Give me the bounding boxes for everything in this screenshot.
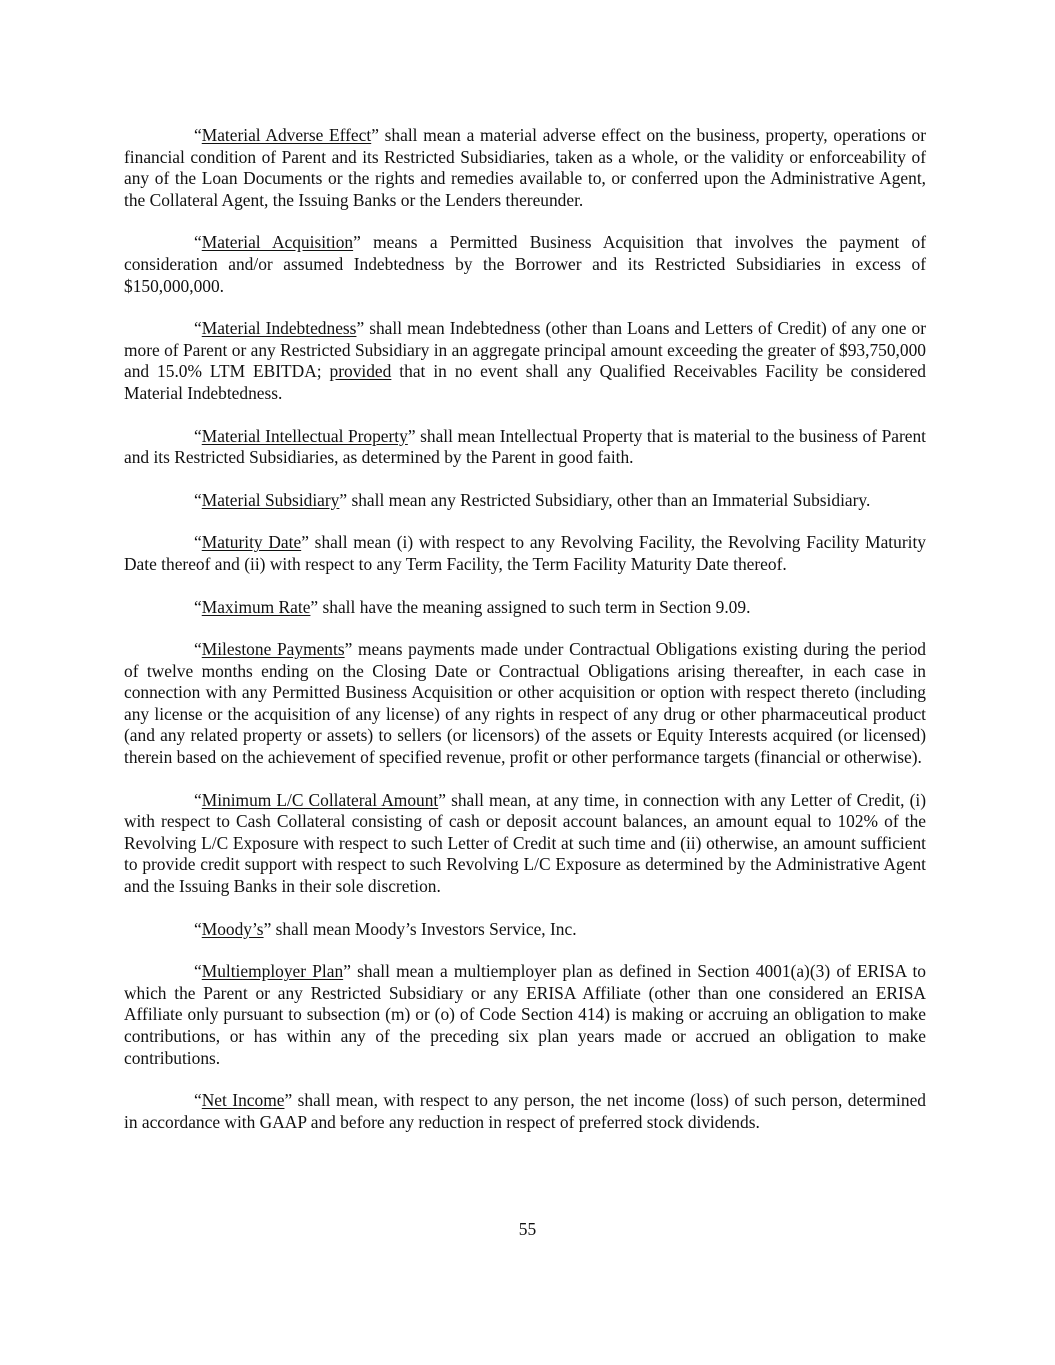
definition-text: shall mean a material adverse effect on the business, property, operations or financial condition of Parent and its Restricted Subsidiaries, taken as a whole, or the validity or enforceability of any of the Loan Documents or the rights and remedies available to, or conferred upon the Administrative Agent, the Collateral Agent, the Issuing Banks or the Lenders thereunder. xyxy=(124,125,927,210)
emphasized-word: provided xyxy=(329,361,392,382)
definition-paragraph: “Multiemployer Plan” shall mean a multiemployer plan as defined in Section 4001(a)(3) of ERISA to which the Parent or any Restricted Subsidiary or any ERISA Affiliate (other than one considered an ERISA Affiliate only pursuant to subsection (m) or (o) of Code Section 414) is making or accruing an obligation to make contributions, or has within any of the preceding six plan years made or accrued an obligation to make contributions. xyxy=(124,961,927,1068)
definition-text: shall mean any Restricted Subsidiary, other than an Immaterial Subsidiary. xyxy=(347,489,871,510)
definition-text: shall mean a multiemployer plan as defined in Section 4001(a)(3) of ERISA to which the Parent or any Restricted Subsidiary or any ERISA Affiliate (other than one considered an ERISA Affiliate only pursuant to subsection (m) or (o) of Code Section 414) is making or accruing an obligation to make contributions, or has within any of the preceding six plan years made or accrued an obligation to make contributions. xyxy=(124,961,927,1068)
defined-term: Milestone Payments xyxy=(201,639,345,660)
defined-term: Moody’s xyxy=(201,918,264,939)
defined-term: Minimum L/C Collateral Amount xyxy=(201,789,439,810)
definition-paragraph: “Moody’s” shall mean Moody’s Investors Service, Inc. xyxy=(194,918,577,939)
definition-paragraph: “Milestone Payments” means payments made under Contractual Obligations existing during the period of twelve months ending on the Closing Date or Contractual Obligations arising thereafter, in each case in connection with any Permitted Business Acquisition or other acquisition or option with respect thereto (including any license or the acquisition of any license) of any rights in respect of any drug or other pharmaceutical product (and any related property or assets) to sellers (or licensors) of the assets or Equity Interests acquired (or licensed) therein based on the achievement of specified revenue, profit or other performance targets (financial or otherwise). xyxy=(124,639,926,768)
definition-paragraph: “Material Intellectual Property” shall mean Intellectual Property that is material to the business of Parent and its Restricted Subsidiaries, as determined by the Parent in good faith. xyxy=(124,425,926,468)
definition-text-tail: that in no event shall any Qualified Receivables Facility be considered Material Indebtedness. xyxy=(124,361,926,403)
definition-paragraph: “Net Income” shall mean, with respect to any person, the net income (loss) of such person, determined in accordance with GAAP and before any reduction in respect of preferred stock dividends. xyxy=(124,1090,926,1132)
definition-paragraph: “Minimum L/C Collateral Amount” shall mean, at any time, in connection with any Letter of Credit, (i) with respect to Cash Collateral consisting of cash or deposit account balances, an amount equal to 102% of the Revolving L/C Exposure with respect to such Letter of Credit at such time and (ii) otherwise, an amount sufficient to provide credit support with respect to such Revolving L/C Exposure as determined by the Administrative Agent and the Issuing Banks in their sole discretion. xyxy=(124,789,927,897)
definition-text: shall mean Moody’s Investors Service, Inc. xyxy=(271,918,577,939)
definition-text: shall mean Indebtedness (other than Loans and Letters of Credit) of any one or more of Parent or any Restricted Subsidiary in an aggregate principal amount exceeding the greater of $93,750,000 and 15.0% LTM EBITDA; xyxy=(124,318,926,382)
definition-paragraph: “Material Subsidiary” shall mean any Restricted Subsidiary, other than an Immaterial Subsidiary. xyxy=(194,489,871,510)
page-number: 55 xyxy=(518,1219,537,1239)
definition-paragraph: “Material Indebtedness” shall mean Indebtedness (other than Loans and Letters of Credit) of any one or more of Parent or any Restricted Subsidiary in an aggregate principal amount exceeding the greater of $93,750,000 and 15.0% LTM EBITDA; provided that in no event shall any Qualified Receivables Facility be considered Material Indebtedness. xyxy=(124,318,926,403)
definition-text: means a Permitted Business Acquisition that involves the payment of consideration and/or assumed Indebtedness by the Borrower and its Restricted Subsidiaries in excess of $150,000,000. xyxy=(124,232,926,296)
defined-term: Material Subsidiary xyxy=(201,489,340,510)
defined-term: Material Acquisition xyxy=(201,232,354,253)
definition-paragraph: “Material Adverse Effect” shall mean a material adverse effect on the business, property, operations or financial condition of Parent and its Restricted Subsidiaries, taken as a whole, or the validity or enforceability of any of the Loan Documents or the rights and remedies available to, or conferred upon the Administrative Agent, the Collateral Agent, the Issuing Banks or the Lenders thereunder. xyxy=(124,125,927,210)
definition-text: shall mean, at any time, in connection with any Letter of Credit, (i) with respect to Cash Collateral consisting of cash or deposit account balances, an amount equal to 102% of the Revolving L/C Exposure with respect to such Letter of Credit at such time and (ii) otherwise, an amount sufficient to provide credit support with respect to such Revolving L/C Exposure as determined by the Administrative Agent and the Issuing Banks in their sole discretion. xyxy=(124,789,927,897)
definition-text: shall mean, with respect to any person, the net income (loss) of such person, determined in accordance with GAAP and before any reduction in respect of preferred stock dividends. xyxy=(124,1090,926,1132)
document-page xyxy=(124,125,926,1154)
defined-term: Material Intellectual Property xyxy=(201,425,408,446)
defined-term: Maximum Rate xyxy=(201,596,311,617)
defined-term: Material Indebtedness xyxy=(201,318,357,339)
definition-text: shall mean Intellectual Property that is material to the business of Parent and its Restricted Subsidiaries, as determined by the Parent in good faith. xyxy=(124,425,926,468)
defined-term: Multiemployer Plan xyxy=(201,961,344,982)
definition-paragraph: “Material Acquisition” means a Permitted Business Acquisition that involves the payment of consideration and/or assumed Indebtedness by the Borrower and its Restricted Subsidiaries in excess of $150,000,000. xyxy=(124,232,926,296)
defined-term: Material Adverse Effect xyxy=(201,125,372,145)
defined-term: Maturity Date xyxy=(201,532,302,553)
defined-term: Net Income xyxy=(201,1090,285,1111)
definition-paragraph: “Maturity Date” shall mean (i) with respect to any Revolving Facility, the Revolving Facility Maturity Date thereof and (ii) with respect to any Term Facility, the Term Facility Maturity Date thereof. xyxy=(124,532,926,574)
definition-text: shall mean (i) with respect to any Revolving Facility, the Revolving Facility Maturity Date thereof and (ii) with respect to any Term Facility, the Term Facility Maturity Date thereof. xyxy=(124,532,926,574)
definition-paragraph: “Maximum Rate” shall have the meaning assigned to such term in Section 9.09. xyxy=(194,596,751,617)
definition-text: means payments made under Contractual Obligations existing during the period of twelve months ending on the Closing Date or Contractual Obligations arising thereafter, in each case in connection with any Permitted Business Acquisition or other acquisition or option with respect thereto (including any license or the acquisition of any license) of any rights in respect of any drug or other pharmaceutical product (and any related property or assets) to sellers (or licensors) of the assets or Equity Interests acquired (or licensed) therein based on the achievement of specified revenue, profit or other performance targets (financial or otherwise). xyxy=(124,639,926,768)
definition-text: shall have the meaning assigned to such term in Section 9.09. xyxy=(318,596,751,617)
